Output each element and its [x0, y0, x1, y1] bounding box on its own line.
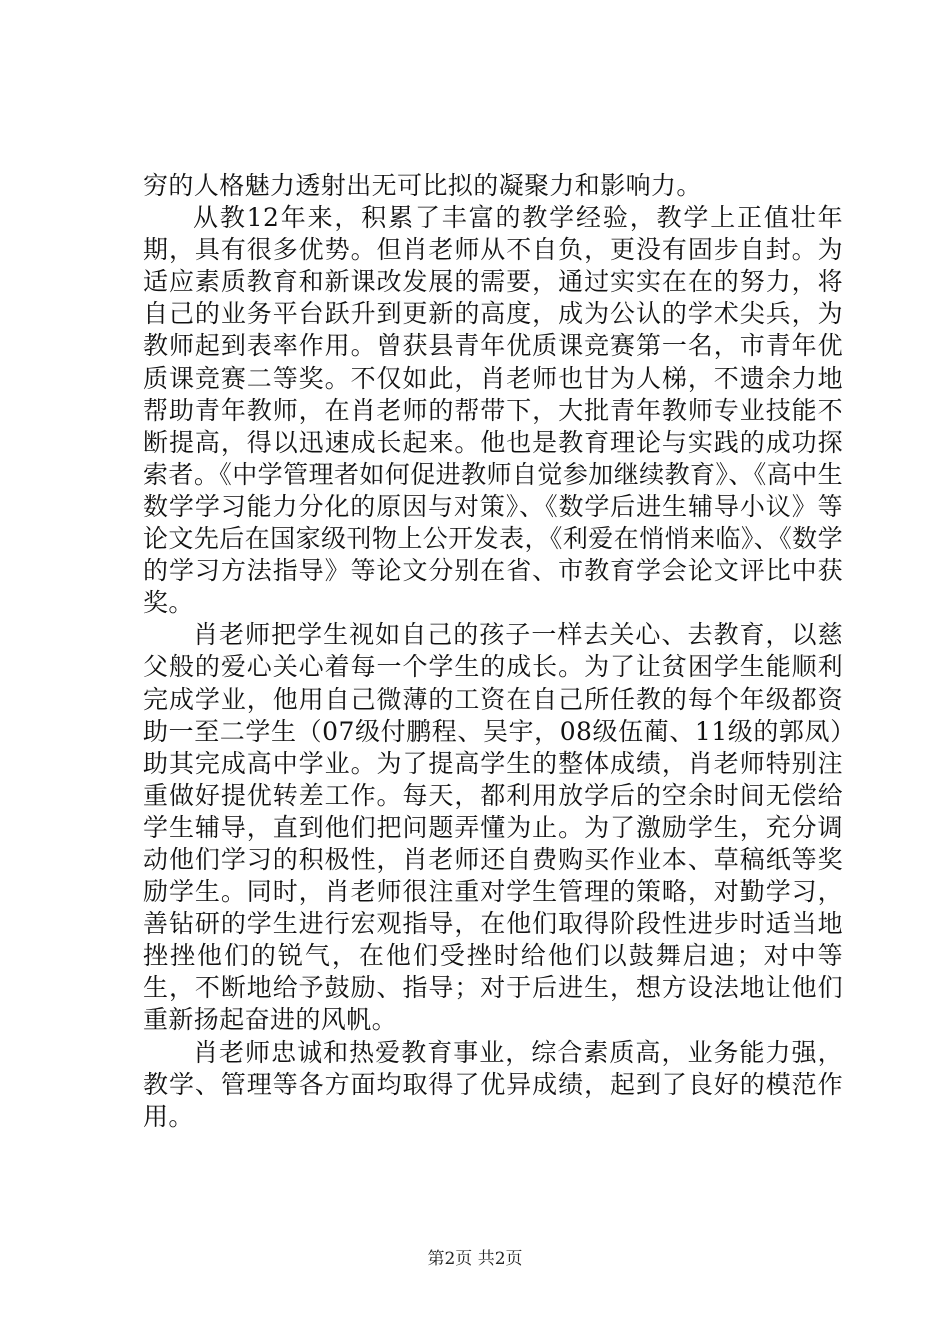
paragraph-teaching-experience: 从教12年来，积累了丰富的教学经验，教学上正值壮年期，具有很多优势。但肖老师从不自负，更没有固步自封。为适应素质教育和新课改发展的需要，通过实实在在的努力，将自己的业务平台跃升到更新的高度，成为公认的学术尖兵，为教师起到表率作用。曾获县青年优质课竞赛第一名，市青年优质课竞赛二等奖。不仅如此，肖老师也甘为人梯，不遗余力地帮助青年教师，在肖老师的帮带下，大批青年教师专业技能不断提高，得以迅速成长起来。他也是教育理论与实践的成功探索者。《中学管理者如何促进教师自觉参加继续教育》、《高中生数学学习能力分化的原因与对策》、《数学后进生辅导小议》等论文先后在国家级刊物上公开发表，《利爱在悄悄来临》、《数学的学习方法指导》等论文分别在省、市教育学会论文评比中获奖。 — [143, 203, 843, 618]
paragraph-caring-for-students: 肖老师把学生视如自己的孩子一样去关心、去教育，以慈父般的爱心关心着每一个学生的成长。为了让贫困学生能顺利完成学业，他用自己微薄的工资在自己所任教的每个年级都资助一至二学生（07级付鹏程、吴宇，08级伍蔺、11级的郭凤）助其完成高中学业。为了提高学生的整体成绩，肖老师特别注重做好提优转差工作。每天，都利用放学后的空余时间无偿给学生辅导，直到他们把问题弄懂为止。为了激励学生，充分调动他们学习的积极性，肖老师还自费购买作业本、草稿纸等奖励学生。同时，肖老师很注重对学生管理的策略，对勤学习，善钻研的学生进行宏观指导，在他们取得阶段性进步时适当地挫挫他们的锐气，在他们受挫时给他们以鼓舞启迪；对中等生，不断地给予鼓励、指导；对于后进生，想方设法地让他们重新扬起奋进的风帆。 — [143, 620, 843, 1035]
page-number-footer: 第2页 共2页 — [427, 1249, 523, 1269]
paragraph-summary: 肖老师忠诚和热爱教育事业，综合素质高，业务能力强，教学、管理等各方面均取得了优异成绩，起到了良好的模范作用。 — [143, 1037, 843, 1131]
document-body — [143, 170, 843, 1133]
paragraph-continuation: 穷的人格魅力透射出无可比拟的凝聚力和影响力。 — [143, 171, 702, 200]
